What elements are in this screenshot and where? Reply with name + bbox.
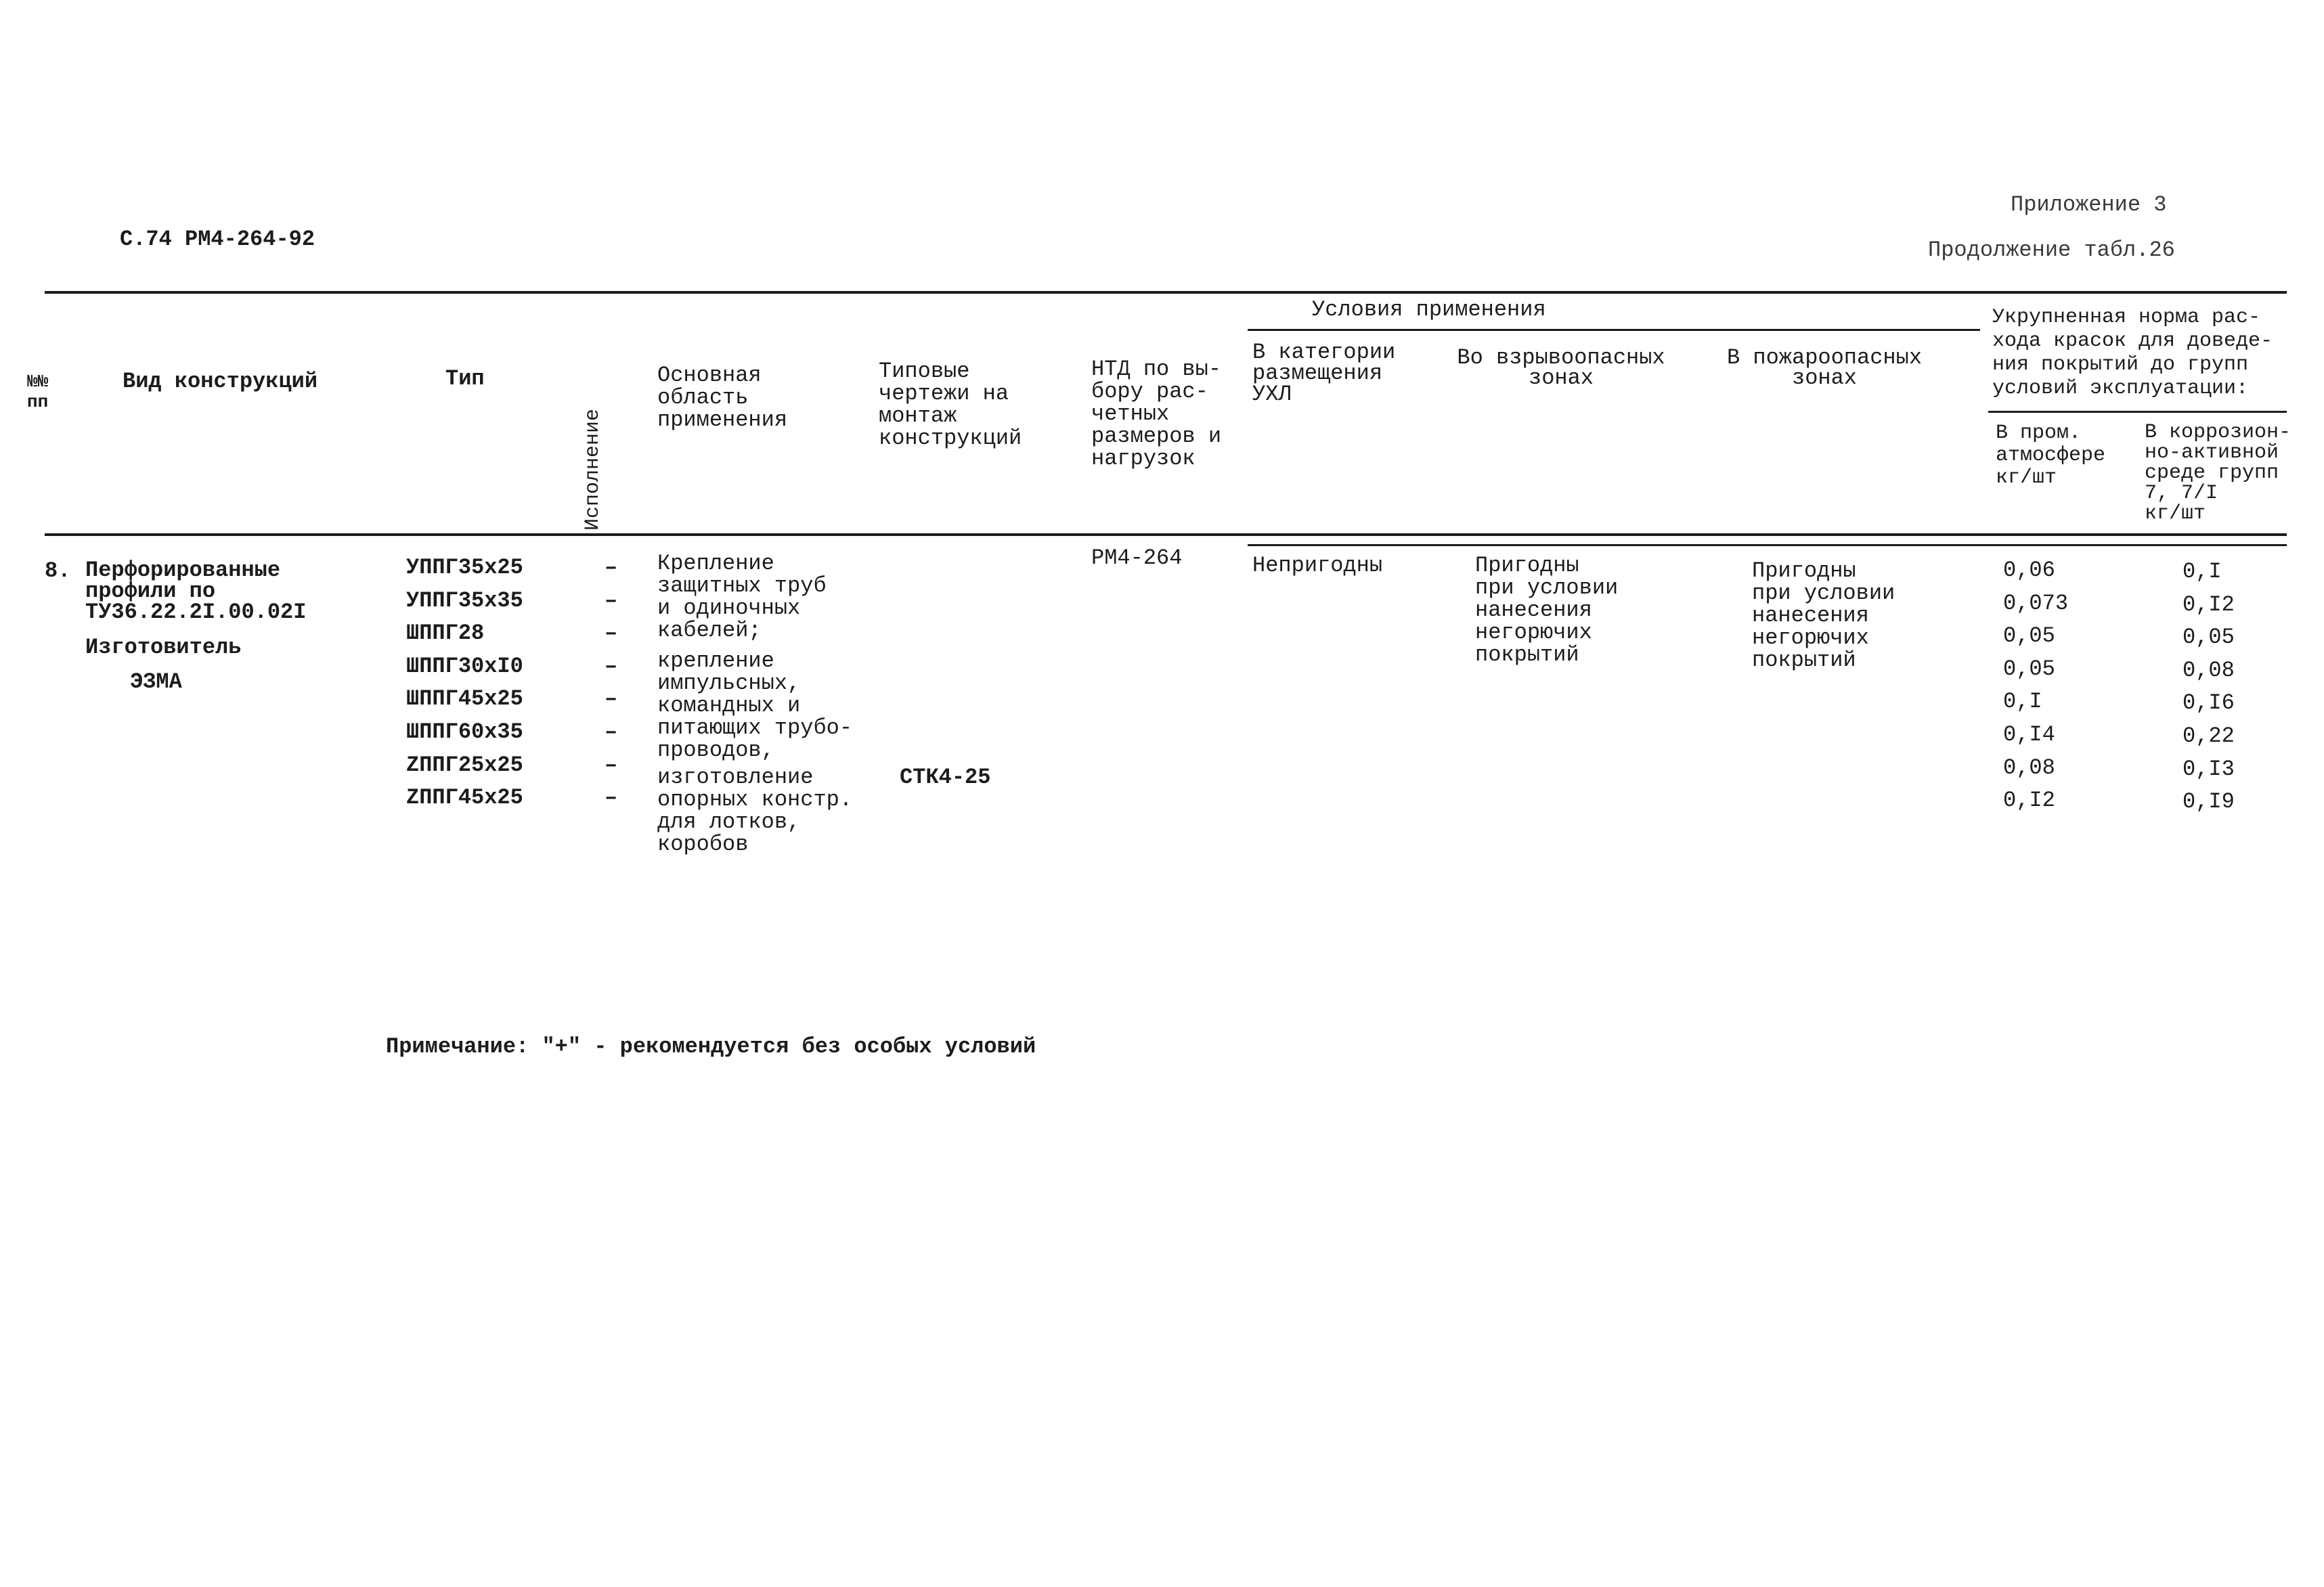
col-header-drawings: Типовые чертежи на монтаж конструкций	[879, 359, 1022, 451]
row-corrosive-value: 0,22	[2183, 723, 2235, 748]
header-bottom-rule-secondary	[1248, 544, 2287, 546]
col-header-execution: Исполнение	[582, 408, 605, 531]
col-header-paint-norm: Укрупненная норма рас- хода красок для доведе- ния покрытий до групп условий эксплуатации:	[1992, 306, 2273, 400]
header-bottom-rule	[45, 533, 2287, 536]
paint-norm-underline	[1988, 411, 2287, 413]
table-top-rule	[45, 291, 2287, 294]
row-type: ШППГ60х35	[406, 719, 523, 744]
row-execution: –	[605, 587, 618, 613]
conditions-underline	[1248, 329, 1980, 331]
row-industrial-value: 0,I2	[2003, 788, 2055, 813]
row-execution: –	[605, 555, 618, 580]
row-execution: –	[605, 621, 618, 646]
col-header-number: №№ пп	[27, 372, 49, 412]
row-execution: –	[605, 752, 618, 778]
row-type: ZППГ45х25	[406, 785, 523, 811]
row-corrosive-value: 0,I	[2183, 559, 2222, 584]
row-area-1: Крепление защитных труб и одиночных кабелей;	[657, 551, 827, 643]
row-execution-list	[605, 552, 617, 815]
row-type: ШППГ30хI0	[406, 653, 523, 679]
row-industrial-value: 0,06	[2003, 558, 2055, 583]
row-manufacturer: ЭЗМА	[130, 669, 182, 694]
row-types-list	[406, 552, 523, 815]
row-number: 8.	[45, 558, 71, 583]
row-corrosive-value: 0,08	[2183, 657, 2235, 683]
col-header-conditions: Условия применения	[1312, 297, 1546, 322]
col-header-explosive: Во взрывоопасных зонах	[1457, 345, 1665, 390]
col-header-ntd: НТД по вы- бору рас- четных размеров и нагрузок	[1091, 357, 1222, 471]
row-corrosive-value: 0,I3	[2183, 756, 2235, 782]
row-corrosive-value: 0,I9	[2183, 789, 2235, 815]
row-corrosive-list	[2183, 556, 2235, 819]
row-execution: –	[605, 785, 618, 811]
row-type: ШППГ28	[406, 621, 485, 646]
row-ntd: РМ4-264	[1091, 545, 1183, 571]
col-header-corrosive: В коррозион- но-активной среде групп 7, 7/I кг/шт	[2145, 421, 2292, 525]
row-type: УППГ35х35	[406, 587, 523, 613]
row-fire: Пригодны при условии нанесения негорючих покрытий	[1752, 558, 1895, 673]
col-header-type: Тип	[445, 366, 485, 391]
row-execution: –	[605, 719, 618, 744]
row-type: ШППГ45х25	[406, 686, 523, 712]
row-manufacturer-label: Изготовитель	[85, 635, 242, 660]
col-header-construction: Вид конструкций	[123, 369, 318, 394]
row-industrial-value: 0,05	[2003, 623, 2055, 649]
appendix-label: Приложение 3	[2011, 192, 2167, 217]
row-industrial-value: 0,05	[2003, 656, 2055, 681]
row-corrosive-value: 0,05	[2183, 625, 2235, 650]
row-industrial-value: 0,I4	[2003, 721, 2055, 747]
col-header-uhl: В категории размещения УХЛ	[1252, 340, 1396, 407]
row-industrial-value: 0,08	[2003, 755, 2055, 780]
row-construction: Перфорированные профили по ТУ36.22.2I.00.02I	[85, 558, 307, 625]
table-continuation-label: Продолжение табл.26	[1928, 238, 2175, 263]
row-execution: –	[605, 653, 618, 679]
row-drawings: СТК4-25	[900, 765, 991, 790]
row-explosive: Пригодны при условии нанесения негорючих покрытий	[1475, 553, 1619, 667]
table-note: Примечание: "+" - рекомендуется без особых условий	[386, 1034, 1036, 1059]
row-industrial-value: 0,I	[2003, 689, 2042, 715]
row-type: УППГ35х25	[406, 555, 523, 580]
col-header-area: Основная область применения	[657, 363, 788, 432]
row-industrial-value: 0,073	[2003, 590, 2069, 616]
row-area-3: изготовление опорных констр. для лотков, коробов	[657, 765, 853, 857]
page-reference: С.74 РМ4-264-92	[120, 227, 315, 252]
row-industrial-list	[2003, 554, 2068, 818]
row-corrosive-value: 0,I2	[2183, 591, 2235, 617]
col-header-industrial: В пром. атмосфере кг/шт	[1996, 422, 2106, 489]
row-area-2: крепление импульсных, командных и питающих трубо- проводов,	[657, 648, 853, 763]
row-uhl: Непригодны	[1252, 553, 1383, 578]
row-corrosive-value: 0,I6	[2183, 690, 2235, 716]
col-header-fire: В пожароопасных зонах	[1726, 345, 1923, 390]
row-execution: –	[605, 686, 618, 712]
row-type: ZППГ25х25	[406, 752, 523, 778]
